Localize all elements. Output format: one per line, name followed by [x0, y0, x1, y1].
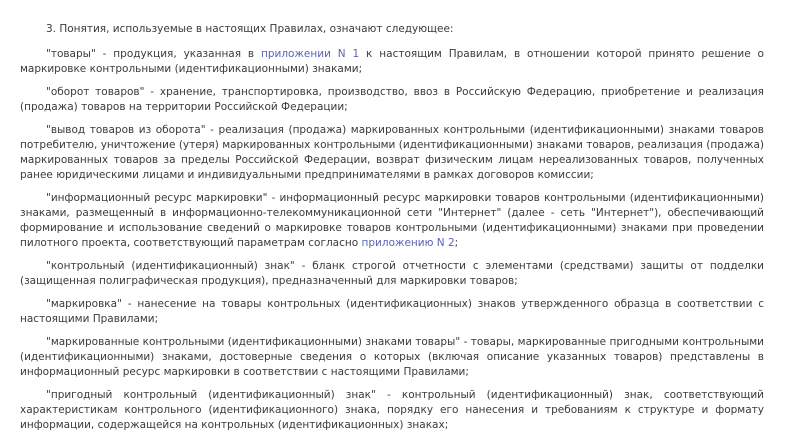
definition-paragraph — [20, 123, 764, 183]
definition-paragraph — [20, 335, 764, 380]
definition-paragraph — [20, 259, 764, 289]
definition-paragraph — [20, 297, 764, 327]
definition-text: к настоящим Правилам, в отношении которой принято решение о маркировке контрольными (идентификационными) знаками; — [20, 48, 764, 75]
definition-text: "вывод товаров из оборота" - реализация (продажа) маркированных контрольными (идентификационными) знаками товаров потребителю, уничтожение (утеря) маркированных контрольными (идентификационными) знаками товаров, реализация (продажа) маркированных товаров за пределы Российской Федерации, возврат физическим лицам нереализованных товаров, полученных ранее юридическими лицами и индивидуальными предпринимателями в рамках договоров комиссии; — [20, 124, 764, 181]
definition-text: "оборот товаров" - хранение, транспортировка, производство, ввоз в Российскую Федерацию, приобретение и реализация (продажа) товаров на территории Российской Федерации; — [20, 86, 764, 113]
definition-text: ; — [454, 237, 459, 249]
appendix-1-link[interactable]: приложении N 1 — [260, 48, 360, 60]
definition-text: "контрольный (идентификационный) знак" - бланк строгой отчетности с элементами (средствами) защиты от подделки (защищенная полиграфическая продукция), предназначенный для маркировки товаров; — [20, 260, 764, 287]
definition-text: "товары" - продукция, указанная в — [46, 48, 261, 60]
definition-text: "маркированные контрольными (идентификационными) знаками товары" - товары, маркированные пригодными контрольными (идентификационными) знаками, достоверные сведения о которых (включая описание указанных товаров) представлены в информационный ресурс маркировки в соответствии с настоящими Правилами; — [20, 336, 764, 378]
definition-text: "информационный ресурс маркировки" - информационный ресурс маркировки товаров контрольными (идентификационными) знаками, размещенный в информационно-телекоммуникационной сети "Интернет" (далее - сеть "Интернет"), обеспечивающий формирование и использование сведений о маркировке товаров контрольными (идентификационными) знаками при проведении пилотного проекта, соответствующий параметрам согласно — [20, 192, 764, 249]
definition-text: "маркировка" - нанесение на товары контрольных (идентификационных) знаков утвержденного образца в соответствии с настоящими Правилами; — [20, 298, 764, 325]
definition-paragraph — [20, 85, 764, 115]
definition-paragraph — [20, 191, 764, 251]
appendix-2-link[interactable]: приложению N 2 — [361, 237, 455, 249]
definition-paragraph — [20, 388, 764, 433]
definition-text: "пригодный контрольный (идентификационный) знак" - контрольный (идентификационный) знак, соответствующий характеристикам контрольного (идентификационного) знака, порядку его нанесения и требованиям к структуре и формату информации, содержащейся на контрольных (идентификационных) знаках; — [20, 389, 764, 431]
section-heading: 3. Понятия, используемые в настоящих Правилах, означают следующее: — [46, 23, 454, 35]
definition-paragraph — [20, 47, 764, 77]
